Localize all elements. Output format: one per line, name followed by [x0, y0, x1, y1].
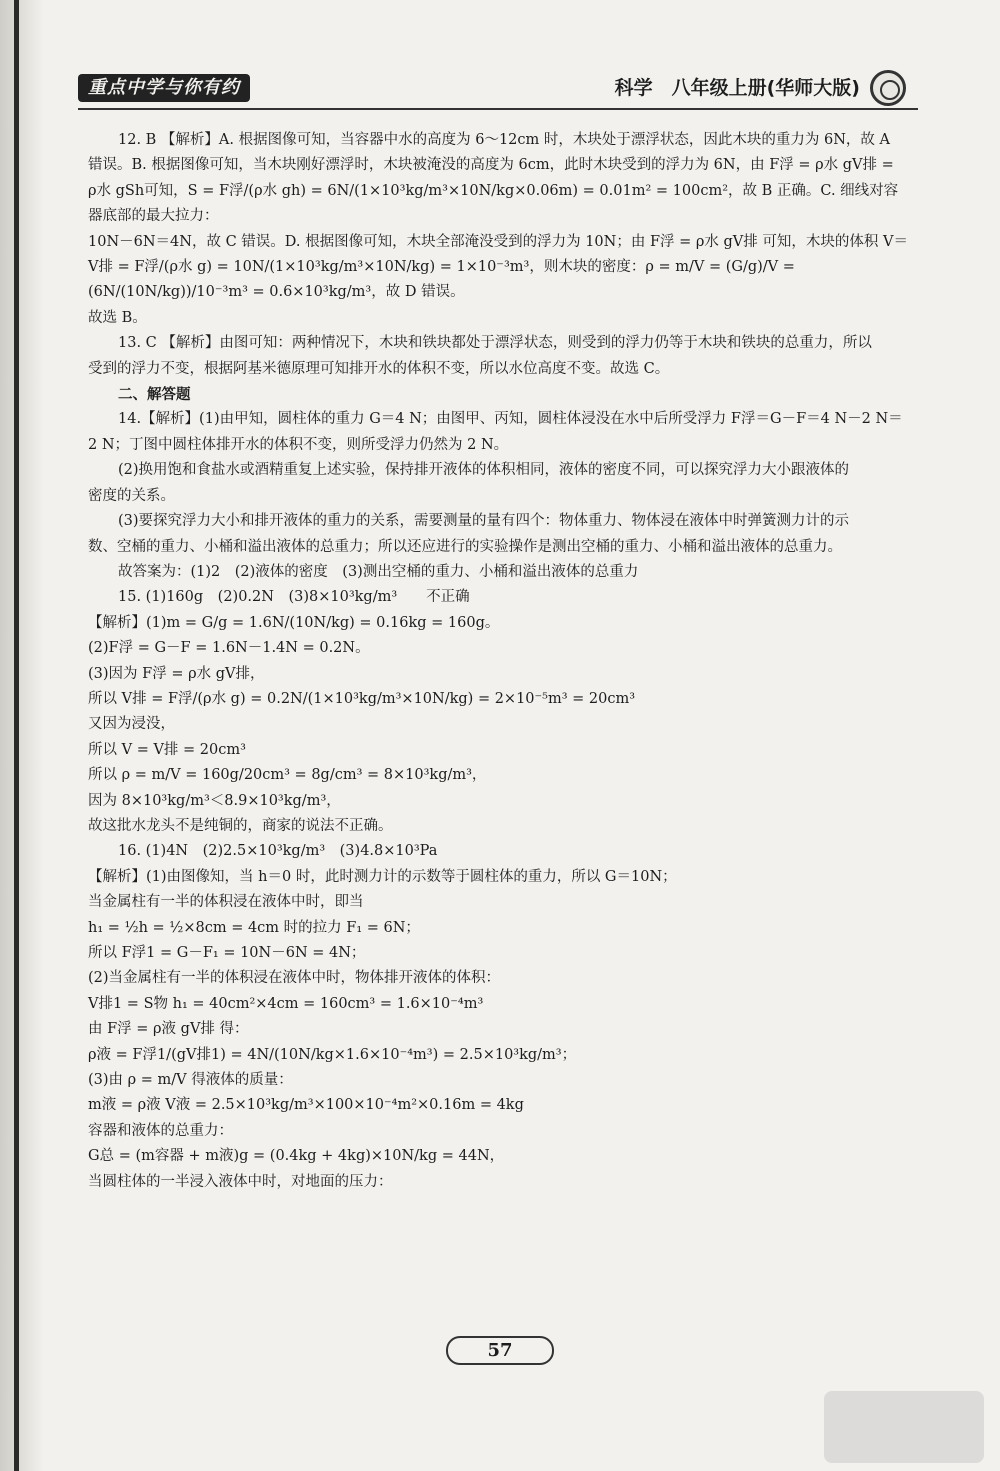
- text-line: ρ液 = F浮1/(gV排1) = 4N/(10N/kg×1.6×10⁻⁴m³) = 2.5×10³kg/m³；: [88, 1046, 577, 1063]
- corner-watermark-logo: [824, 1391, 984, 1463]
- text-line: 15. (1)160g (2)0.2N (3)8×10³kg/m³ 不正确: [118, 589, 470, 606]
- text-line: 14.【解析】(1)由甲知，圆柱体的重力 G＝4 N；由图甲、丙知，圆柱体浸没在水中后所受浮力 F浮＝G－F＝4 N－2 N＝: [118, 411, 903, 428]
- text-line: 【解析】(1)m = G/g = 1.6N/(10N/kg) = 0.16kg = 160g。: [88, 614, 500, 631]
- page-footer: [0, 1336, 1000, 1365]
- text-line: 故答案为：(1)2 (2)液体的密度 (3)测出空桶的重力、小桶和溢出液体的总重力: [118, 563, 639, 580]
- text-line: 所以 V = V排 = 20cm³: [88, 741, 246, 758]
- text-line: 受到的浮力不变，根据阿基米德原理可知排开水的体积不变，所以水位高度不变。故选 C。: [88, 360, 670, 377]
- header-divider: [78, 108, 918, 110]
- text-line: 当金属柱有一半的体积浸在液体中时，即当: [88, 894, 364, 911]
- text-line: G总 = (m容器 + m液)g = (0.4kg + 4kg)×10N/kg = 44N，: [88, 1148, 505, 1165]
- text-line: (2)F浮 = G－F = 1.6N－1.4N = 0.2N。: [88, 640, 370, 657]
- page-number: 57: [446, 1336, 554, 1365]
- book-spine-shadow: [0, 0, 44, 1471]
- page-header: [78, 70, 918, 106]
- text-line: 错误。B. 根据图像可知，当木块刚好漂浮时，木块被淹没的高度为 6cm，此时木块受到的浮力为 6N，由 F浮 = ρ水 gV排 =: [88, 157, 894, 174]
- text-line: 【解析】(1)由图像知，当 h＝0 时，此时测力计的示数等于圆柱体的重力，所以 G＝10N；: [88, 868, 677, 885]
- text-line: 当圆柱体的一半浸入液体中时，对地面的压力：: [88, 1173, 393, 1190]
- text-line: 二、解答题: [118, 386, 191, 404]
- text-line: 所以 ρ = m/V = 160g/20cm³ = 8g/cm³ = 8×10³kg/m³，: [88, 767, 487, 784]
- text-line: h₁ = ½h = ½×8cm = 4cm 时的拉力 F₁ = 6N；: [88, 919, 420, 936]
- text-line: 所以 V排 = F浮/(ρ水 g) = 0.2N/(1×10³kg/m³×10N/kg) = 2×10⁻⁵m³ = 20cm³: [88, 690, 636, 707]
- text-line: 13. C 【解析】由图可知：两种情况下，木块和铁块都处于漂浮状态，则受到的浮力仍等于木块和铁块的总重力，所以: [118, 335, 872, 352]
- text-line: 又因为浸没，: [88, 716, 175, 733]
- text-line: (3)由 ρ = m/V 得液体的质量：: [88, 1072, 293, 1089]
- text-line: 12. B 【解析】A. 根据图像可知，当容器中水的高度为 6～12cm 时，木块处于漂浮状态，因此木块的重力为 6N，故 A: [118, 132, 890, 148]
- text-line: 10N－6N＝4N，故 C 错误。D. 根据图像可知，木块全部淹没受到的浮力为 10N；由 F浮 = ρ水 gV排 可知，木块的体积 V＝: [88, 233, 908, 250]
- text-line: (2)换用饱和食盐水或酒精重复上述实验，保持排开液体的体积相同，液体的密度不同，可以探究浮力大小跟液体的: [118, 462, 850, 479]
- text-line: 由 F浮 = ρ液 gV排 得：: [88, 1021, 249, 1038]
- text-line: 数、空桶的重力、小桶和溢出液体的总重力；所以还应进行的实验操作是测出空桶的重力、小桶和溢出液体的总重力。: [88, 538, 842, 555]
- text-line: 容器和液体的总重力：: [88, 1122, 233, 1139]
- text-line: 16. (1)4N (2)2.5×10³kg/m³ (3)4.8×10³Pa: [118, 843, 438, 860]
- text-line: 密度的关系。: [88, 487, 175, 504]
- text-line: 故选 B。: [88, 309, 147, 326]
- book-spine-line: [14, 0, 19, 1471]
- text-line: (3)因为 F浮 = ρ水 gV排，: [88, 665, 265, 682]
- answer-content: [88, 128, 908, 1195]
- text-line: 故这批水龙头不是纯铜的，商家的说法不正确。: [88, 817, 393, 834]
- series-logo: 重点中学与你有约: [78, 74, 250, 102]
- text-line: m液 = ρ液 V液 = 2.5×10³kg/m³×100×10⁻⁴m²×0.16m = 4kg: [88, 1097, 524, 1114]
- text-line: 所以 F浮1 = G－F₁ = 10N－6N = 4N；: [88, 945, 366, 961]
- text-line: 2 N；丁图中圆柱体排开水的体积不变，则所受浮力仍然为 2 N。: [88, 436, 509, 453]
- text-line: V排1 = S物 h₁ = 40cm²×4cm = 160cm³ = 1.6×10⁻⁴m³: [88, 995, 484, 1012]
- text-line: 因为 8×10³kg/m³＜8.9×10³kg/m³，: [88, 792, 341, 809]
- book-title: 科学 八年级上册(华师大版): [614, 77, 860, 99]
- text-line: (3)要探究浮力大小和排开液体的重力的关系，需要测量的量有四个：物体重力、物体浸在液体中时弹簧测力计的示: [118, 513, 850, 530]
- text-line: V排 = F浮/(ρ水 g) = 10N/(1×10³kg/m³×10N/kg) = 1×10⁻³m³，则木块的密度：ρ = m/V = (G/g)/V = (6N/(10N/kg))/10⁻³m³ = 0.6×10³kg/m³，故 D 错误。: [88, 259, 795, 301]
- publisher-seal-icon: [870, 70, 906, 106]
- text-line: ρ水 gSh可知，S = F浮/(ρ水 gh) = 6N/(1×10³kg/m³×10N/kg×0.06m) = 0.01m² = 100cm²，故 B 正确。C. 细线对容器底部的最大拉力：: [88, 182, 899, 225]
- text-line: (2)当金属柱有一半的体积浸在液体中时，物体排开液体的体积：: [88, 970, 501, 987]
